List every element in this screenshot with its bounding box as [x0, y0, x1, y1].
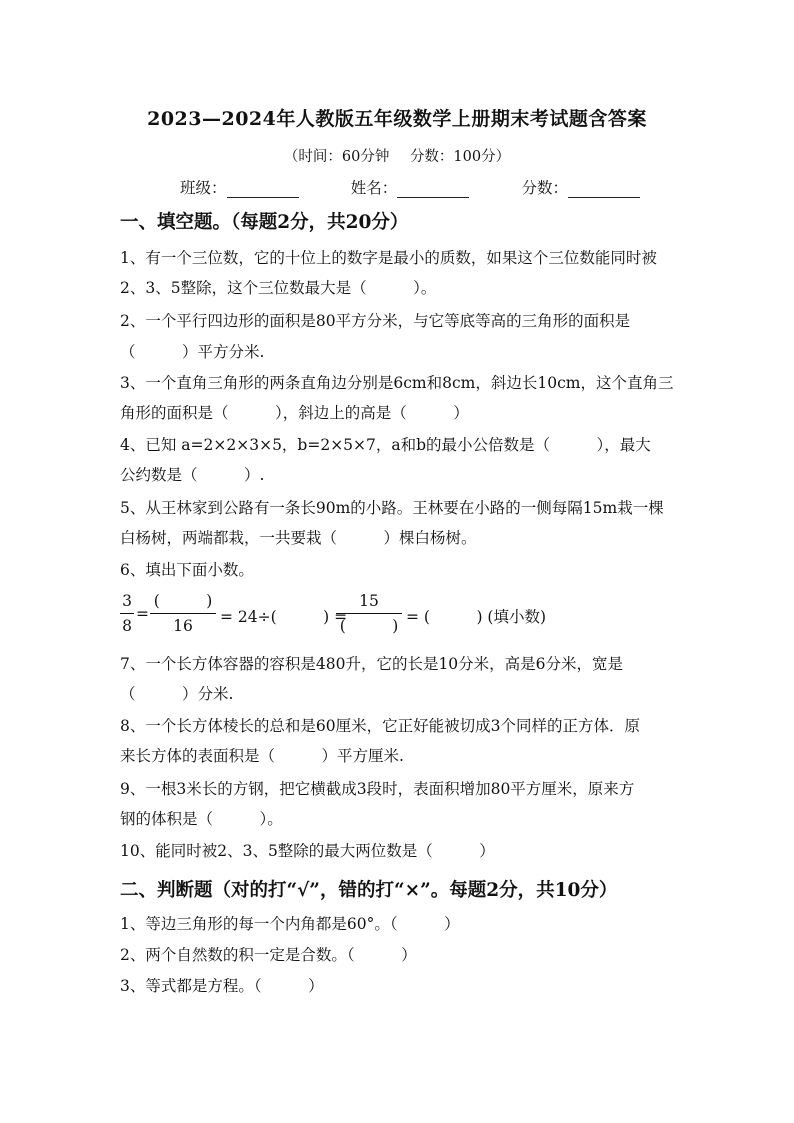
fraction-3-8 — [120, 592, 134, 635]
fraction-numerator: 15 — [359, 592, 379, 610]
question-1-line-1: 1、有一个三位数，它的十位上的数字是最小的质数，如果这个三位数能同时被 — [120, 249, 657, 267]
question-9-line-1: 9、一根3米长的方钢，把它横截成3段时，表面积增加80平方厘米，原来方 — [120, 780, 635, 798]
question-1-line-2: 2、3、5整除，这个三位数最大是（ ）。 — [120, 279, 437, 297]
fraction-blank-16 — [150, 592, 216, 635]
question-8-line-1: 8、一个长方体棱长的总和是60厘米，它正好能被切成3个同样的正方体．原 — [120, 717, 640, 735]
judge-3: 3、等式都是方程。（ ） — [120, 977, 324, 995]
question-6-fraction-row — [120, 592, 680, 640]
score-blank[interactable] — [568, 183, 640, 198]
question-10-line-1: 10、能同时被2、3、5整除的最大两位数是（ ） — [120, 842, 495, 860]
fraction-bar — [120, 613, 134, 614]
name-field — [351, 176, 470, 198]
score-field — [521, 176, 640, 198]
question-8-line-2: 来长方体的表面积是（ ）平方厘米. — [120, 747, 404, 765]
fraction-denominator-blank[interactable]: ( ) — [339, 617, 399, 635]
name-label: 姓名： — [350, 179, 398, 197]
question-4-line-2: 公约数是（ ）. — [120, 466, 265, 484]
section-fill-in-heading: 一、填空题。（每题2分，共20分） — [120, 212, 409, 233]
fraction-numerator-blank[interactable]: ( ) — [153, 592, 213, 610]
fraction-15-blank — [336, 592, 402, 635]
question-5-line-2: 白杨树，两端都栽，一共要栽（ ）棵白杨树。 — [120, 529, 477, 547]
class-field — [180, 176, 299, 198]
question-7-line-1: 7、一个长方体容器的容积是480升，它的长是10分米，高是6分米，宽是 — [120, 655, 624, 673]
class-blank[interactable] — [227, 183, 299, 198]
section-true-false-heading: 二、判断题（对的打“√”，错的打“×”。每题2分，共10分） — [120, 880, 618, 901]
question-6-text: 6、填出下面小数。 — [120, 561, 254, 579]
question-7-line-2: （ ）分米. — [120, 685, 234, 703]
judge-1: 1、等边三角形的每一个内角都是60°。（ ） — [120, 915, 460, 933]
question-5-line-1: 5、从王林家到公路有一条长90m的小路。王林要在小路的一侧每隔15m栽一棵 — [120, 499, 664, 517]
total-score: 分数：100分） — [409, 149, 511, 165]
judge-2: 2、两个自然数的积一定是合数。（ ） — [120, 946, 417, 964]
question-3-line-1: 3、一个直角三角形的两条直角边分别是6cm和8cm，斜边长10cm，这个直角三 — [120, 374, 674, 392]
name-blank[interactable] — [397, 183, 469, 198]
fraction-bar — [336, 613, 402, 614]
exam-title: 2023—2024年人教版五年级数学上册期末考试题含答案 — [147, 108, 647, 130]
class-label: 班级： — [180, 179, 227, 197]
fraction-denominator: 8 — [122, 617, 132, 635]
question-4-line-1: 4、已知 a=2×2×3×5，b=2×5×7，a和b的最小公倍数是（ ），最大 — [120, 436, 651, 454]
division-expression: = 24÷( ) = — [220, 608, 348, 626]
student-info — [180, 176, 640, 198]
question-3-line-2: 角形的面积是（ ），斜边上的高是（ ） — [120, 404, 469, 422]
question-9-line-2: 钢的体积是（ ）。 — [120, 810, 283, 828]
fraction-bar — [150, 613, 216, 614]
score-label: 分数： — [521, 179, 568, 197]
decimal-blank: = ( ) (填小数) — [406, 608, 547, 626]
fraction-numerator: 3 — [122, 592, 132, 610]
equals-sign: = — [136, 605, 149, 623]
time-limit: （时间：60分钟 — [283, 149, 390, 165]
question-2-line-2: （ ）平方分米. — [120, 343, 265, 361]
exam-meta — [0, 145, 794, 166]
question-2-line-1: 2、一个平行四边形的面积是80平方分米，与它等底等高的三角形的面积是 — [120, 312, 631, 330]
fraction-denominator: 16 — [173, 617, 193, 635]
